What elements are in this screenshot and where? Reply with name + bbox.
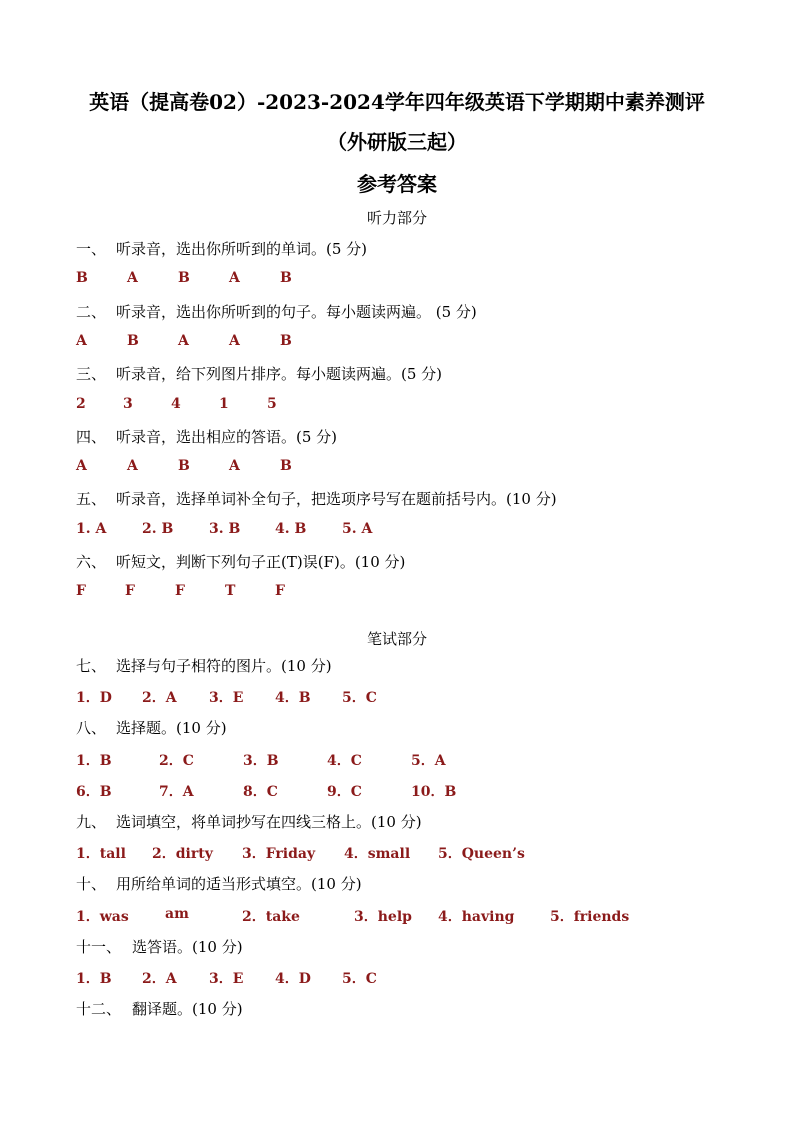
question-6 <box>76 551 405 572</box>
question-text: 听录音，选择单词补全句子，把选项序号写在题前括号内。(10 分) <box>116 490 557 508</box>
answer: 4．C <box>327 753 362 769</box>
answer: 3．E <box>209 690 244 706</box>
answer: A <box>229 333 240 349</box>
answer: 1．B <box>76 753 112 769</box>
answer: 4．B <box>275 690 311 706</box>
question-text: 选词填空，将单词抄写在四线三格上。(10 分) <box>116 813 422 831</box>
answer: A <box>229 458 240 474</box>
question-text: 听录音，选出相应的答语。(5 分) <box>116 428 338 446</box>
answer: 10．B <box>411 784 457 800</box>
writing-section-heading: 笔试部分 <box>366 630 427 648</box>
answer: 1 <box>219 396 229 412</box>
question-number: 十一、 <box>76 938 122 956</box>
answer: B <box>178 270 190 286</box>
answer: 9．C <box>327 784 362 800</box>
answer: 3. B <box>209 521 241 537</box>
answer: 5．A <box>411 753 446 769</box>
answer: 2．A <box>142 690 177 706</box>
answer: 5．C <box>342 690 377 706</box>
question-number: 十二、 <box>76 1000 122 1018</box>
question-10 <box>76 873 362 894</box>
question-text: 选择与句子相符的图片。(10 分) <box>116 657 332 675</box>
question-8 <box>76 717 227 738</box>
answer: 5．Queen’s <box>438 846 525 862</box>
question-text: 听录音，选出你所听到的单词。(5 分) <box>116 240 368 258</box>
answer: F <box>76 583 86 599</box>
answer-key-heading: 参考答案 <box>357 172 437 196</box>
document-subtitle: （外研版三起） <box>327 130 467 154</box>
answer: F <box>275 583 285 599</box>
answer: 4. B <box>275 521 307 537</box>
answer: 1．D <box>76 690 112 706</box>
answer: A <box>76 458 87 474</box>
question-number: 三、 <box>76 365 107 383</box>
answer: 2．take <box>242 909 300 925</box>
question-text: 选答语。(10 分) <box>132 938 243 956</box>
question-number: 八、 <box>76 719 107 737</box>
answer: A <box>127 270 138 286</box>
answer: B <box>76 270 88 286</box>
answer: 3 <box>123 396 133 412</box>
question-text: 听短文，判断下列句子正(T)误(F)。(10 分) <box>116 553 406 571</box>
listening-section-heading: 听力部分 <box>366 209 427 227</box>
answer: B <box>127 333 139 349</box>
question-7 <box>76 655 332 676</box>
answer: B <box>178 458 190 474</box>
answer: F <box>175 583 185 599</box>
answer: 1．was <box>76 909 129 925</box>
question-3 <box>76 363 442 384</box>
answer: A <box>229 270 240 286</box>
question-5 <box>76 488 557 509</box>
answer: F <box>125 583 135 599</box>
question-text: 听录音，给下列图片排序。每小题读两遍。(5 分) <box>116 365 443 383</box>
answer: 8．C <box>243 784 278 800</box>
answer: A <box>178 333 189 349</box>
question-number: 九、 <box>76 813 107 831</box>
question-number: 六、 <box>76 553 107 571</box>
question-12 <box>76 998 243 1019</box>
question-number: 七、 <box>76 657 107 675</box>
answer: 5．friends <box>550 909 630 925</box>
answer: 2. B <box>142 521 174 537</box>
document-title: 英语（提高卷02）-2023-2024学年四年级英语下学期期中素养测评 <box>89 90 705 114</box>
answer: 1. A <box>76 521 107 537</box>
answer: 1．tall <box>76 846 126 862</box>
question-number: 二、 <box>76 303 107 321</box>
answer: 2．C <box>159 753 194 769</box>
question-text: 用所给单词的适当形式填空。(10 分) <box>116 875 362 893</box>
answer: 2．dirty <box>152 846 213 862</box>
question-11 <box>76 936 243 957</box>
answer: 5．C <box>342 971 377 987</box>
answer: 3．Friday <box>242 846 316 862</box>
answer: 5 <box>267 396 277 412</box>
answer: 4．small <box>344 846 411 862</box>
question-number: 十、 <box>76 875 107 893</box>
question-number: 四、 <box>76 428 107 446</box>
question-number: 五、 <box>76 490 107 508</box>
answer: B <box>280 270 292 286</box>
question-2 <box>76 301 477 322</box>
answer: am <box>165 906 189 922</box>
question-text: 选择题。(10 分) <box>116 719 227 737</box>
question-9 <box>76 811 422 832</box>
answer: 1．B <box>76 971 112 987</box>
question-4 <box>76 426 337 447</box>
answer: 2 <box>76 396 86 412</box>
answer: B <box>280 458 292 474</box>
question-text: 翻译题。(10 分) <box>132 1000 243 1018</box>
answer: A <box>127 458 138 474</box>
answer: 6．B <box>76 784 112 800</box>
answer: 2．A <box>142 971 177 987</box>
answer: 3．B <box>243 753 279 769</box>
answer: 4 <box>171 396 181 412</box>
question-1 <box>76 238 367 259</box>
answer: 4．D <box>275 971 311 987</box>
question-number: 一、 <box>76 240 107 258</box>
answer: T <box>225 583 236 599</box>
answer: B <box>280 333 292 349</box>
answer: 3．E <box>209 971 244 987</box>
answer: 5. A <box>342 521 373 537</box>
question-text: 听录音，选出你所听到的句子。每小题读两遍。 (5 分) <box>116 303 477 321</box>
answer: 4．having <box>438 909 515 925</box>
answer: 3．help <box>354 909 412 925</box>
answer: 7．A <box>159 784 194 800</box>
answer: A <box>76 333 87 349</box>
